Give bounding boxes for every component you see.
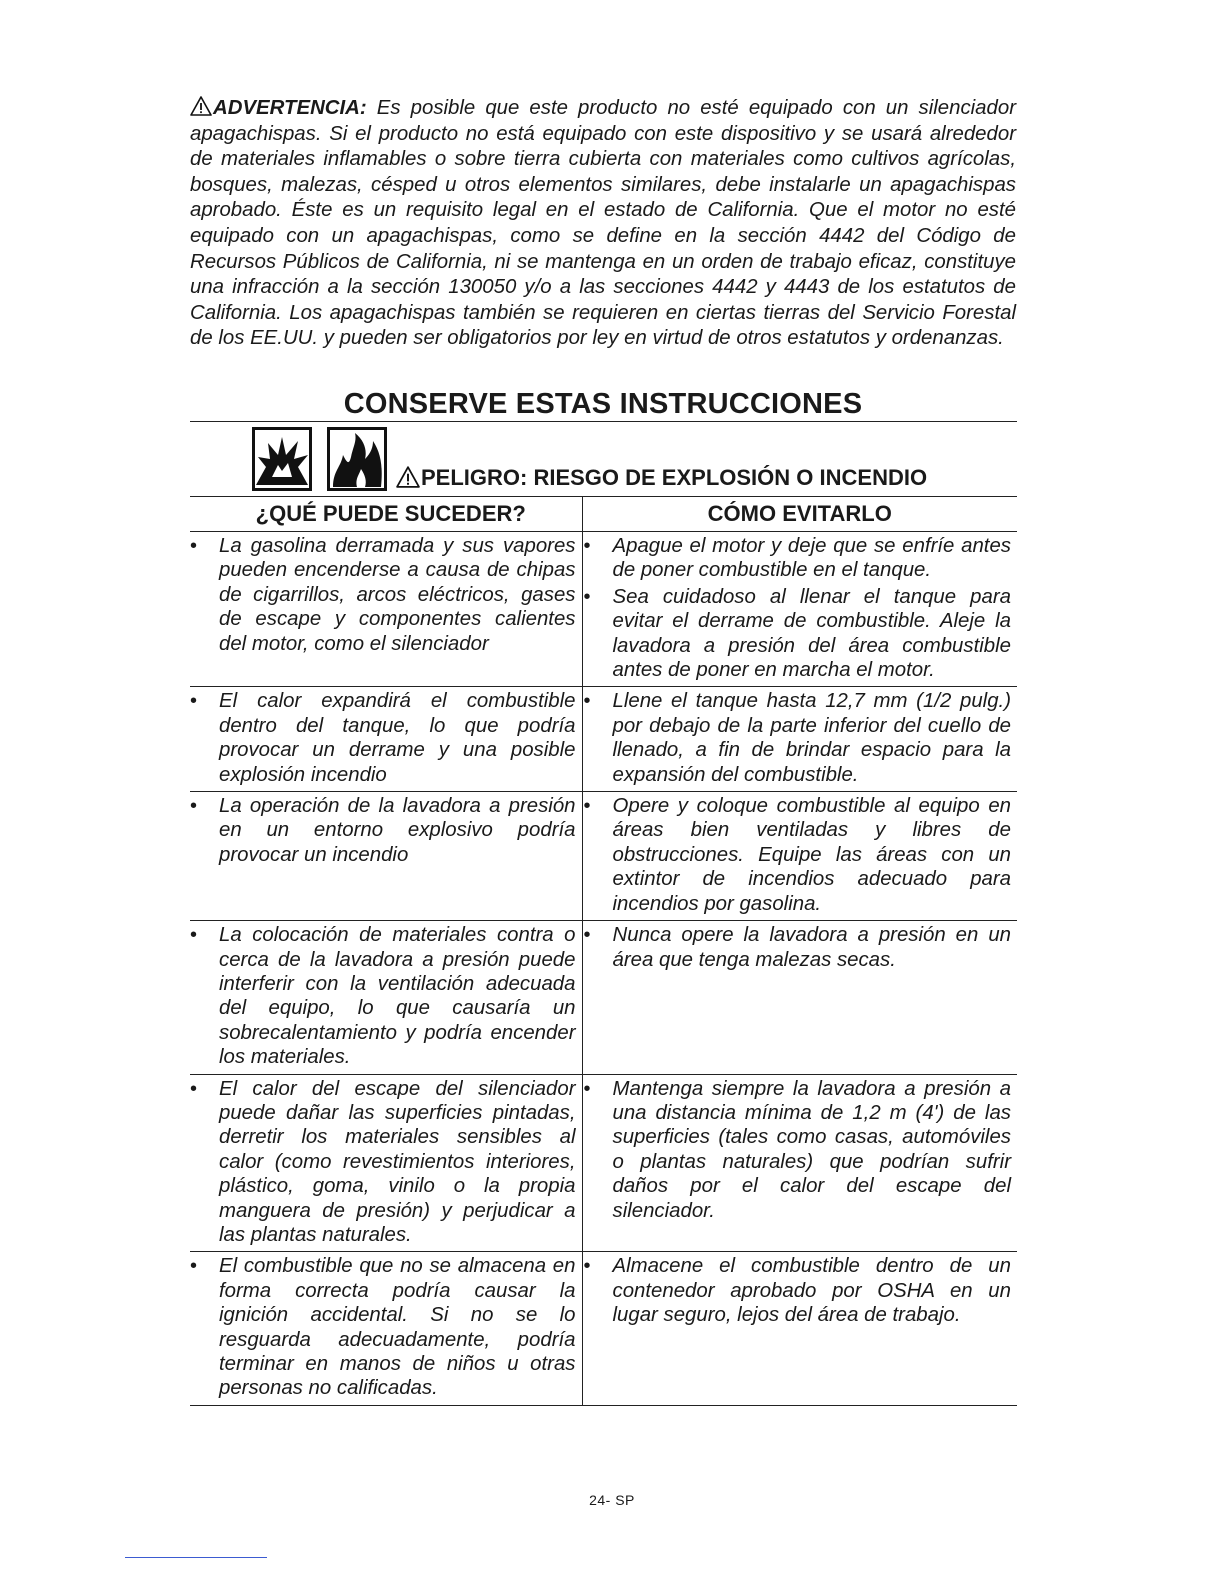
prevention-text: Nunca opere la lavadora a presión en un área que tenga malezas secas. [612,924,1011,971]
bullet-icon: • [190,535,198,557]
bullet-icon: • [583,585,591,608]
hazard-item [190,534,582,656]
hazard-item [190,794,582,867]
hazard-item [190,1077,582,1248]
table-row [190,1252,1017,1405]
prevention-item [583,585,1018,683]
advertencia-label: ADVERTENCIA: [213,97,367,119]
hazard-text: El combustible que no se almacena en forma correcta podría causar la ignición accidental. Si no se lo resguarda adecuadamente, podría terminar en manos de niños u otras personas no calificadas. [219,1255,576,1400]
prevention-item [583,1254,1018,1327]
bullet-icon: • [190,795,198,818]
hazard-cell [190,687,582,792]
bullet-icon: • [190,1255,198,1278]
prevention-cell [582,792,1017,921]
hazard-text: La operación de la lavadora a presión en un entorno explosivo podría provocar un incendio [219,795,576,866]
table-row [190,792,1017,921]
hazard-cell [190,532,582,687]
prevention-text: Apague el motor y deje que se enfríe antes de poner combustible en el tanque. [612,535,1011,582]
danger-title-text: PELIGRO: RIESGO DE EXPLOSIÓN O INCENDIO [421,465,928,490]
prevention-item [583,689,1018,787]
table-row [190,921,1017,1074]
warning-triangle-icon [190,96,212,116]
advertencia-text: Es posible que este producto no esté equipado con un silenciador apagachispas. Si el producto no está equipado con este dispositivo y se usará alrededor de materiales inflamables o sobre tierra cubierta con materiales como cultivos agrícolas, bosques, malezas, césped u otros elementos similares, debe instalarle un apagachispas aprobado. Éste es un requisito legal en el estado de California. Que el motor no esté equipado con un apagachispas, como se define en la sección 4442 del Código de Recursos Públicos de California, ni se mantenga en un orden de trabajo eficaz, constituye una infracción a la sección 130050 y/o a las secciones 4442 y 4443 de los estatutos de California. Los apagachispas también se requieren en ciertas tierras del Servicio Forestal de los EE.UU. y pueden ser obligatorios por ley en virtud de otros estatutos y ordenanzas. [190,97,1016,350]
hazard-text: El calor del escape del silenciador puede dañar las superficies pintadas, derretir los materiales sensibles al calor (como revestimientos interiores, plástico, goma, vinilo o la propia manguera de presión) y perjudicar a las plantas naturales. [219,1077,576,1246]
bullet-icon: • [583,690,591,713]
bullet-icon: • [190,1077,198,1100]
prevention-item [583,794,1018,916]
prevention-cell [582,1252,1017,1405]
bullet-icon: • [190,924,198,947]
prevention-cell [582,1074,1017,1252]
prevention-text: Mantenga siempre la lavadora a presión a una distancia mínima de 1,2 m (4') de las superficies (tales como casas, automóviles o plantas naturales) que podrían sufrir daños por el calor del escape del silenciador. [612,1077,1011,1222]
prevention-item [583,923,1018,972]
hazard-item [190,923,582,1069]
hazard-text: La colocación de materiales contra o cerca de la lavadora a presión puede interferir con la ventilación adecuada del equipo, lo que causaría un sobrecalentamiento y podría encender los materiales. [219,924,576,1069]
prevention-item [583,1077,1018,1223]
prevention-cell [582,532,1017,687]
table-header-row [190,497,1017,532]
prevention-text: Llene el tanque hasta 12,7 mm (1/2 pulg.) por debajo de la parte inferior del cuello de llenado, a fin de brindar espacio para la expansión del combustible. [612,690,1011,786]
bullet-icon: • [583,1077,591,1100]
hazard-cell [190,1074,582,1252]
hazard-cell [190,792,582,921]
bullet-icon: • [190,690,198,713]
table-row [190,1074,1017,1252]
explosion-icon [252,427,312,491]
section-heading: CONSERVE ESTAS INSTRUCCIONES [343,388,863,420]
heading-rule [190,421,1017,422]
warning-triangle-icon [396,466,420,488]
hazard-table-body [190,532,1017,1406]
bullet-icon: • [583,795,591,818]
prevention-cell [582,921,1017,1074]
prevention-text: Almacene el combustible dentro de un contenedor aprobado por OSHA en un lugar seguro, lejos del área de trabajo. [612,1255,1011,1327]
bullet-icon: • [583,924,591,947]
hazard-text: La gasolina derramada y sus vapores pueden encenderse a causa de chipas de cigarrillos, arcos eléctricos, gases de escape y componentes calientes del motor, como el silenciador [219,535,576,655]
page-number: 24- SP [589,1492,635,1508]
fire-icon [327,427,387,491]
column-header-how: CÓMO EVITARLO [582,497,1017,532]
hazard-text: El calor expandirá el combustible dentro del tanque, lo que podría provocar un derrame y una posible explosión incendio [219,690,576,786]
footer-link-underline [125,1557,267,1558]
hazard-cell [190,921,582,1074]
bullet-icon: • [583,1255,591,1278]
prevention-cell [582,687,1017,792]
bullet-icon: • [583,535,591,557]
hazard-item [190,1254,582,1400]
hazard-table [190,496,1017,1406]
advertencia-paragraph [190,96,1016,352]
table-row [190,532,1017,687]
table-row [190,687,1017,792]
column-header-what: ¿QUÉ PUEDE SUCEDER? [190,497,582,532]
prevention-text: Opere y coloque combustible al equipo en áreas bien ventiladas y libres de obstrucciones. Equipe las áreas con un extintor de incendios adecuado para incendios por gasolina. [612,795,1011,915]
prevention-text: Sea cuidadoso al llenar el tanque para evitar el derrame de combustible. Aleje la lavadora a presión del área combustible antes de poner en marcha el motor. [612,585,1011,682]
hazard-item [190,689,582,787]
danger-title [396,465,927,491]
hazard-cell [190,1252,582,1405]
prevention-item [583,534,1018,583]
